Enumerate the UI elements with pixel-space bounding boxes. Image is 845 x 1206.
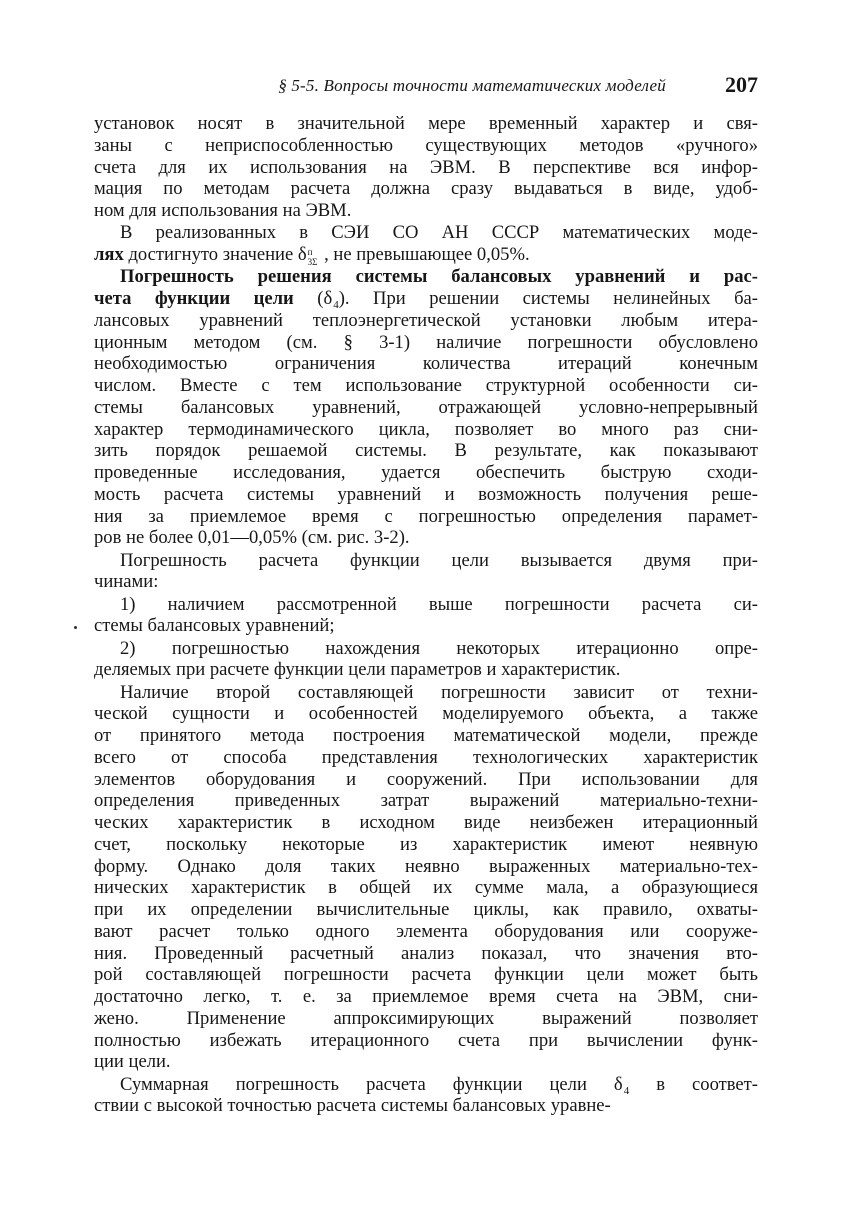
text-line: чинами: <box>94 571 159 593</box>
text-line: характер термодинамического цикла, позволяет во много раз сни- <box>94 418 758 440</box>
text-line: ном для использования на ЭВМ. <box>94 200 352 221</box>
running-title: § 5-5. Вопросы точности математических моделей <box>278 76 666 95</box>
scan-speck <box>74 626 77 629</box>
text-line: определения приведенных затрат выражений материально-техни- <box>94 790 758 812</box>
paragraph <box>94 266 758 549</box>
text-line: 2) погрешностью нахождения некоторых итерационно опре- <box>120 637 758 659</box>
text-run: ). При решении системы нелинейных ба- <box>338 288 758 309</box>
text-line: 1) наличием рассмотренной выше погрешности расчета си- <box>120 593 758 615</box>
text-line: необходимостью ограничения количества итераций конечным <box>94 353 758 375</box>
text-line: форму. Однако доля таких неявно выраженных материально-тех- <box>94 855 758 877</box>
text-line: деляемых при расчете функции цели параметров и характеристик. <box>94 659 621 681</box>
bold-run: Погрешность решения системы балансовых уравнений и рас- <box>120 266 758 288</box>
text-run: достигнуто значение δ <box>123 244 307 265</box>
text-line: лансовых уравнений теплоэнергетической установки любым итера- <box>94 309 758 331</box>
text-line: установок носят в значительной мере временный характер и свя- <box>94 113 758 134</box>
text-line: ционным методом (см. § 3-1) наличие погрешности обусловлено <box>94 331 758 353</box>
text-line: мость расчета системы уравнений и возможность получения реше- <box>94 483 758 505</box>
superscript: п <box>307 246 313 257</box>
text-line: от принятого метода построения математической модели, прежде <box>94 725 758 746</box>
math-index <box>308 247 318 268</box>
subscript: 4 <box>623 1084 630 1097</box>
text-line: всего от способа представления технологических характеристик <box>94 746 758 768</box>
text-line: ров не более 0,01—0,05% (см. рис. 3-2). <box>94 527 410 549</box>
page-number: 207 <box>725 72 758 97</box>
text-run: Суммарная погрешность расчета функции цели δ <box>120 1073 623 1095</box>
page-header <box>94 72 758 102</box>
paragraph <box>94 638 758 682</box>
text-line: ния за приемлемое время с погрешностью определения парамет- <box>94 505 758 527</box>
text-line: рой составляющей погрешности расчета функции цели может быть <box>94 964 758 986</box>
text-line: ческих характеристик в исходном виде неизбежен итерационный <box>94 812 758 833</box>
text-line: вают расчет только одного элемента оборудования или сооруже- <box>94 920 758 942</box>
text-run: в соответ- <box>629 1073 759 1095</box>
text-line: ческой сущности и особенностей моделируемого объекта, а также <box>94 703 758 725</box>
text-line <box>94 1074 758 1096</box>
text-line: числом. Вместе с тем использование структурной особенности си- <box>94 375 758 396</box>
text-line: ствии с высокой точностью расчета системы балансовых уравне- <box>94 1095 611 1117</box>
page-body <box>94 113 758 1117</box>
text-line: ния. Проведенный расчетный анализ показал, что значения вто- <box>94 942 758 964</box>
text-line: проведенные исследования, удается обеспечить быструю сходи- <box>94 462 758 483</box>
text-line: Наличие второй составляющей погрешности зависит от техни- <box>120 681 758 703</box>
bold-run: лях <box>94 244 124 265</box>
text-line: счета для их использования на ЭВМ. В перспективе вся инфор- <box>94 156 758 178</box>
paragraph <box>94 682 758 1074</box>
text-line: Погрешность расчета функции цели вызывается двумя при- <box>120 549 758 571</box>
paragraph <box>94 550 758 594</box>
text-line: элементов оборудования и сооружений. При использовании для <box>94 768 758 790</box>
text-line: стемы балансовых уравнений; <box>94 615 335 637</box>
paragraph <box>94 1074 758 1118</box>
text-line: достаточно легко, т. е. за приемлемое время счета на ЭВМ, сни- <box>94 986 758 1007</box>
text-run: , не превышающее 0,05%. <box>319 244 530 265</box>
bold-run: чета функции цели <box>94 288 294 309</box>
text-run: (δ <box>293 288 333 309</box>
text-line: стемы балансовых уравнений, отражающей условно-непрерывный <box>94 396 758 418</box>
text-line: счет, поскольку некоторые из характеристик имеют неявную <box>94 833 758 855</box>
paragraph <box>94 222 758 266</box>
text-line: при их определении вычислительные циклы, как правило, охваты- <box>94 899 758 920</box>
text-line: В реализованных в СЭИ СО АН СССР математических моде- <box>120 222 758 244</box>
text-line: мация по методам расчета должна сразу выдаваться в виде, удоб- <box>94 178 758 200</box>
subscript: 3Σ <box>307 257 318 267</box>
text-line: заны с неприспособленностью существующих методов «ручного» <box>94 134 758 156</box>
subscript: 4 <box>333 299 339 311</box>
paragraph <box>94 594 758 638</box>
text-line: ции цели. <box>94 1051 171 1073</box>
text-line <box>94 288 758 310</box>
paragraph <box>94 113 758 222</box>
text-line <box>94 266 758 288</box>
text-line <box>94 244 758 266</box>
text-line: жено. Применение аппроксимирующих выражений позволяет <box>94 1007 758 1029</box>
text-line: нических характеристик в общей их сумме мала, а образующиеся <box>94 877 758 899</box>
text-line: полностью избежать итерационного счета при вычислении функ- <box>94 1029 758 1051</box>
text-line: зить порядок решаемой системы. В результате, как показывают <box>94 440 758 462</box>
